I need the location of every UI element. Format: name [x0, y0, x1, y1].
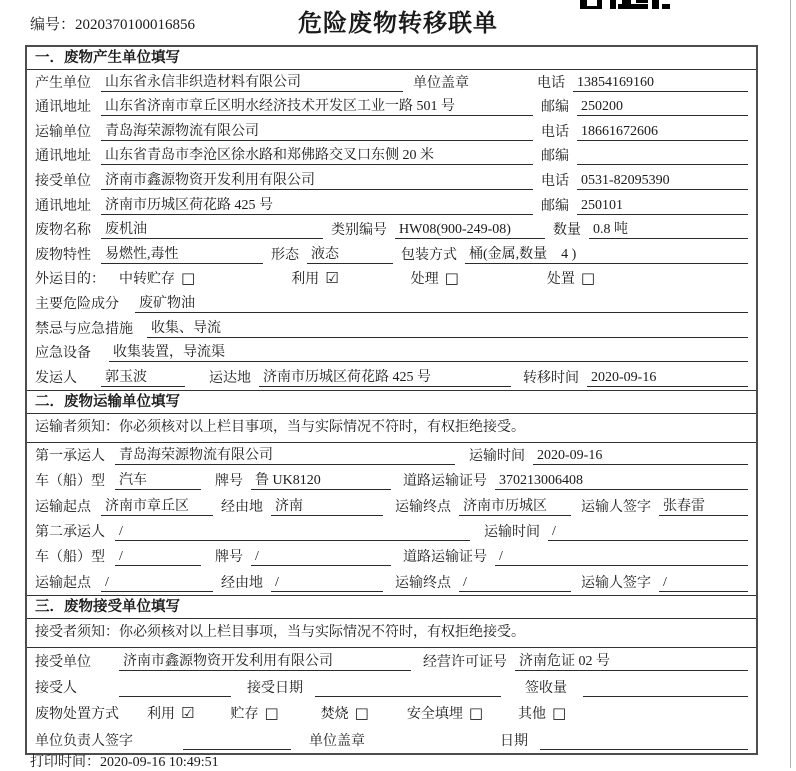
zip-label: 邮编	[541, 198, 569, 214]
form-label: 形态	[271, 247, 299, 263]
carrier2-value: /	[115, 524, 470, 541]
accept-zip-value: 250101	[577, 198, 748, 215]
disposal-option-landfill	[407, 703, 483, 723]
row-outbound-purpose	[27, 267, 756, 292]
transport-unit-value: 青岛海荣源物流有限公司	[101, 120, 533, 141]
checkbox-icon: □	[580, 268, 596, 287]
print-time-value: 2020-09-16 10:49:51	[100, 755, 219, 770]
route1-sign-value: 张春雷	[659, 495, 748, 516]
sign-date-value	[540, 749, 748, 750]
phone-label: 电话	[541, 173, 569, 189]
row-receive-unit	[27, 648, 756, 674]
checkbox-label: 安全填埋	[406, 707, 463, 723]
row-accept-unit	[27, 168, 756, 193]
waste-property-value: 易燃性,毒性	[101, 243, 263, 264]
row-receiver-person	[27, 674, 756, 700]
end-label: 运输终点	[395, 499, 451, 515]
produce-unit-value: 山东省永信非织造材料有限公司	[101, 71, 403, 92]
quantity-label: 数量	[553, 223, 581, 239]
checkbox-icon: □	[468, 703, 484, 722]
section-receiver	[27, 595, 756, 753]
carrier1-time-value: 2020-09-16	[533, 448, 748, 465]
responsible-sign-value	[183, 749, 291, 750]
row-taboo-measures	[27, 316, 756, 341]
print-time	[30, 751, 219, 771]
checkbox-icon: □	[552, 703, 567, 722]
receiver-notice: 接受者须知：你必须核对以上栏目事项，当与实际情况不符时，有权拒绝接受。	[27, 619, 756, 648]
field-label: 运输起点	[35, 575, 91, 591]
field-label: 废物名称	[35, 223, 91, 239]
transfer-time-label: 转移时间	[523, 370, 579, 386]
scan-page-edge	[790, 0, 791, 768]
purpose-option-dispose	[547, 268, 595, 288]
row-carrier-2	[27, 519, 756, 544]
packing-value: 桶(金属,数量 4 )	[465, 243, 748, 264]
row-vehicle-1	[27, 468, 756, 493]
row-produce-unit	[27, 70, 756, 95]
route2-sign-value: /	[659, 575, 748, 592]
road-cert2-value: /	[495, 549, 748, 566]
route2-via-value: /	[271, 575, 383, 592]
disposal-option-use	[147, 703, 194, 723]
responsible-sign-label: 单位负责人签字	[35, 733, 133, 749]
license-label: 经营许可证号	[423, 654, 507, 670]
checkbox-label: 处置	[546, 272, 575, 288]
plate-label: 牌号	[215, 474, 243, 490]
row-hazard-component	[27, 291, 756, 316]
vehicle1-type-value: 汽车	[115, 469, 201, 490]
row-waste-name	[27, 218, 756, 243]
transport-time-label: 运输时间	[484, 524, 540, 540]
checkbox-label: 利用	[147, 707, 175, 723]
zip-label: 邮编	[541, 149, 569, 165]
produce-phone-value: 13854169160	[573, 75, 748, 92]
license-value: 济南危证 02 号	[515, 650, 748, 671]
zip-label: 邮编	[541, 100, 569, 116]
field-label: 禁忌与应急措施	[35, 321, 133, 337]
field-label: 通讯地址	[35, 198, 91, 214]
purpose-option-storage	[119, 268, 195, 288]
accept-address-value: 济南市历城区荷花路 425 号	[101, 194, 533, 215]
receiver-person-value	[119, 696, 231, 697]
plate-label: 牌号	[215, 550, 243, 566]
transporter-sign-label: 运输人签字	[581, 499, 651, 515]
purpose-label: 外运目的：	[35, 272, 105, 288]
via-label: 经由地	[221, 575, 263, 591]
transfer-time-value: 2020-09-16	[587, 370, 748, 387]
checkbox-icon: □	[444, 268, 459, 287]
transport-time-label: 运输时间	[469, 449, 525, 465]
form-value: 液态	[307, 243, 393, 264]
hazard-component-value: 废矿物油	[135, 292, 748, 313]
phone-label: 电话	[537, 75, 565, 91]
receive-unit-value: 济南市鑫源物资开发利用有限公司	[119, 650, 411, 671]
row-route-2	[27, 569, 756, 594]
section-producer	[27, 47, 756, 390]
row-carrier-1	[27, 443, 756, 468]
field-label: 发运人	[35, 370, 77, 386]
checkbox-icon: ☑	[325, 268, 339, 287]
transport-phone-value: 18661672606	[577, 124, 748, 141]
disposal-option-other	[518, 703, 566, 723]
receive-date-value	[315, 696, 501, 697]
receive-date-label: 接受日期	[247, 681, 303, 697]
disposal-option-storage	[230, 703, 278, 723]
transporter-notice: 运输者须知：你必须核对以上栏目事项，当与实际情况不符时，有权拒绝接受。	[27, 414, 756, 443]
signed-qty-label: 签收量	[525, 681, 567, 697]
road-cert-value: 370213006408	[495, 473, 748, 490]
carrier2-time-value: /	[548, 524, 748, 541]
row-transport-address	[27, 144, 756, 169]
field-label: 通讯地址	[35, 100, 91, 116]
field-label: 车（船）型	[35, 474, 105, 490]
row-emergency-equipment	[27, 341, 756, 366]
disposal-label: 废物处置方式	[35, 707, 119, 723]
date-label: 日期	[500, 733, 528, 749]
route1-end-value: 济南市历城区	[459, 495, 571, 516]
checkbox-icon: □	[354, 703, 369, 722]
field-label: 接受单位	[35, 173, 91, 189]
purpose-option-use	[291, 268, 338, 288]
field-label: 应急设备	[35, 346, 91, 362]
row-transport-unit	[27, 119, 756, 144]
row-produce-address	[27, 95, 756, 120]
quantity-value: 0.8 吨	[589, 218, 748, 239]
accept-phone-value: 0531-82095390	[577, 173, 748, 190]
plate2-value: /	[251, 549, 391, 566]
field-label: 主要危险成分	[35, 296, 119, 312]
emergency-equipment-value: 收集装置，导流渠	[109, 341, 748, 362]
field-label: 接受单位	[35, 654, 91, 670]
road-cert-label: 道路运输证号	[403, 474, 487, 490]
section-transporter-title: 二．废物运输单位填写	[27, 391, 756, 414]
row-responsible-sign	[27, 726, 756, 752]
seal-label: 单位盖章	[413, 75, 469, 91]
produce-address-value: 山东省济南市章丘区明水经济技术开发区工业一路 501 号	[101, 95, 533, 116]
route1-via-value: 济南	[271, 495, 383, 516]
route2-start-value: /	[101, 575, 213, 592]
purpose-option-treat	[411, 268, 459, 288]
phone-label: 电话	[541, 124, 569, 140]
road-cert-label: 道路运输证号	[403, 550, 487, 566]
seal-label: 单位盖章	[309, 733, 365, 749]
field-label: 通讯地址	[35, 149, 91, 165]
route2-end-value: /	[459, 575, 571, 592]
field-label: 运输起点	[35, 499, 91, 515]
print-time-label: 打印时间：	[30, 755, 100, 770]
qr-code-fragment-icon	[580, 0, 670, 10]
sender-value: 郭玉波	[101, 366, 185, 387]
field-label: 产生单位	[35, 75, 91, 91]
destination-value: 济南市历城区荷花路 425 号	[259, 366, 511, 387]
section-transporter	[27, 390, 756, 595]
row-disposal-method	[27, 700, 756, 726]
page-title: 危险废物转移联单	[298, 10, 498, 37]
route1-start-value: 济南市章丘区	[101, 495, 213, 516]
category-value: HW08(900-249-08)	[395, 222, 545, 239]
field-label: 接受人	[35, 681, 77, 697]
checkbox-label: 贮存	[230, 707, 259, 723]
transporter-sign-label: 运输人签字	[581, 575, 651, 591]
field-label: 车（船）型	[35, 550, 105, 566]
transport-zip-value	[577, 164, 748, 165]
produce-zip-value: 250200	[577, 99, 748, 116]
plate-value: 鲁 UK8120	[251, 469, 391, 490]
field-label: 运输单位	[35, 124, 91, 140]
section-producer-title: 一．废物产生单位填写	[27, 47, 756, 70]
section-receiver-title: 三．废物接受单位填写	[27, 596, 756, 619]
via-label: 经由地	[221, 499, 263, 515]
packing-label: 包装方式	[401, 247, 457, 263]
checkbox-icon: □	[181, 268, 196, 287]
taboo-measures-value: 收集、导流	[147, 317, 748, 338]
field-label: 第一承运人	[35, 449, 105, 465]
row-accept-address	[27, 193, 756, 218]
field-label: 第二承运人	[35, 524, 105, 540]
vehicle2-type-value: /	[115, 549, 201, 566]
serial-value: 2020370100016856	[75, 17, 196, 33]
row-waste-property	[27, 242, 756, 267]
waste-name-value: 废机油	[101, 218, 323, 239]
checkbox-icon: □	[264, 703, 279, 722]
end-label: 运输终点	[395, 575, 451, 591]
destination-label: 运达地	[209, 370, 251, 386]
accept-unit-value: 济南市鑫源物资开发利用有限公司	[101, 169, 533, 190]
checkbox-label: 处理	[410, 272, 439, 288]
checkbox-icon: ☑	[181, 703, 195, 722]
field-label: 废物特性	[35, 247, 91, 263]
row-route-1	[27, 493, 756, 518]
form-body	[25, 45, 758, 755]
checkbox-label: 中转贮存	[119, 272, 175, 288]
disposal-option-incinerate	[321, 703, 369, 723]
category-label: 类别编号	[331, 223, 387, 239]
checkbox-label: 利用	[291, 272, 320, 288]
transport-address-value: 山东省青岛市李沧区徐水路和郑佛路交叉口东侧 20 米	[101, 144, 533, 165]
signed-qty-value	[583, 696, 748, 697]
row-vehicle-2	[27, 544, 756, 569]
serial-label: 编号：	[30, 17, 76, 33]
checkbox-label: 其他	[518, 707, 547, 723]
carrier1-value: 青岛海荣源物流有限公司	[115, 444, 455, 465]
row-sender	[27, 365, 756, 390]
checkbox-label: 焚烧	[320, 707, 349, 723]
